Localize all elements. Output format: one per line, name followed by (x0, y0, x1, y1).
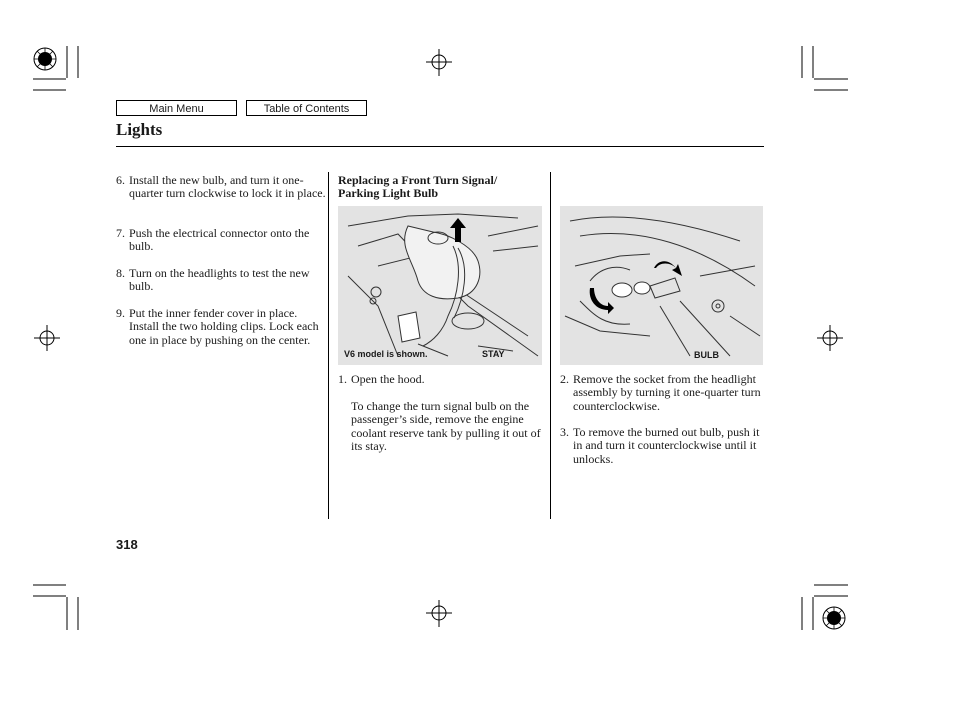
step-text: Push the electrical connector onto the bulb. (129, 226, 310, 254)
step-text: Open the hood. (351, 372, 425, 386)
main-menu-button[interactable]: Main Menu (116, 100, 237, 116)
step-number: 8. (116, 266, 125, 280)
step-number: 2. (560, 372, 569, 386)
step-1 (338, 373, 548, 386)
step-3 (560, 426, 768, 466)
figure-caption-stay: STAY (482, 349, 505, 359)
step-number: 9. (116, 306, 125, 320)
section-heading-line2: Parking Light Bulb (338, 186, 439, 201)
step-2 (560, 373, 768, 413)
step-text: Remove the socket from the headlight assembly by turning it one-quarter turn counterclockwise. (573, 372, 761, 413)
step-text: Install the new bulb, and turn it one-quarter turn clockwise to lock it in place. (129, 173, 326, 201)
step-number: 3. (560, 425, 569, 439)
coolant-tank-diagram (338, 206, 542, 365)
step-text: To remove the burned out bulb, push it in and turn it counterclockwise until it unlocks. (573, 425, 760, 466)
page-number: 318 (116, 537, 138, 552)
page-title: Lights (116, 120, 163, 139)
step-number: 7. (116, 226, 125, 240)
table-of-contents-button[interactable]: Table of Contents (246, 100, 367, 116)
step-text: Turn on the headlights to test the new bulb. (129, 266, 310, 294)
step-8 (116, 267, 326, 294)
step-number: 6. (116, 173, 125, 187)
engine-bay-illustration (338, 206, 542, 365)
step-text: Put the inner fender cover in place. Install the two holding clips. Lock each one in place by pushing on the center. (129, 306, 319, 347)
column-divider-left (328, 172, 329, 519)
step-6 (116, 174, 326, 201)
figure-caption-model: V6 model is shown. (344, 349, 428, 359)
section-heading-line1: Replacing a Front Turn Signal/ (338, 173, 498, 187)
headlight-socket-illustration (560, 206, 763, 365)
step-9 (116, 307, 326, 347)
figure-caption-bulb: BULB (694, 350, 719, 360)
title-rule (116, 146, 764, 147)
section-heading (338, 174, 548, 201)
coolant-tank-note: To change the turn signal bulb on the passenger’s side, remove the engine coolant reserve tank by pulling it out of its stay. (351, 399, 541, 454)
headlight-bulb-diagram (560, 206, 763, 365)
column-divider-right (550, 172, 551, 519)
step-7 (116, 227, 326, 254)
step-number: 1. (338, 372, 347, 386)
